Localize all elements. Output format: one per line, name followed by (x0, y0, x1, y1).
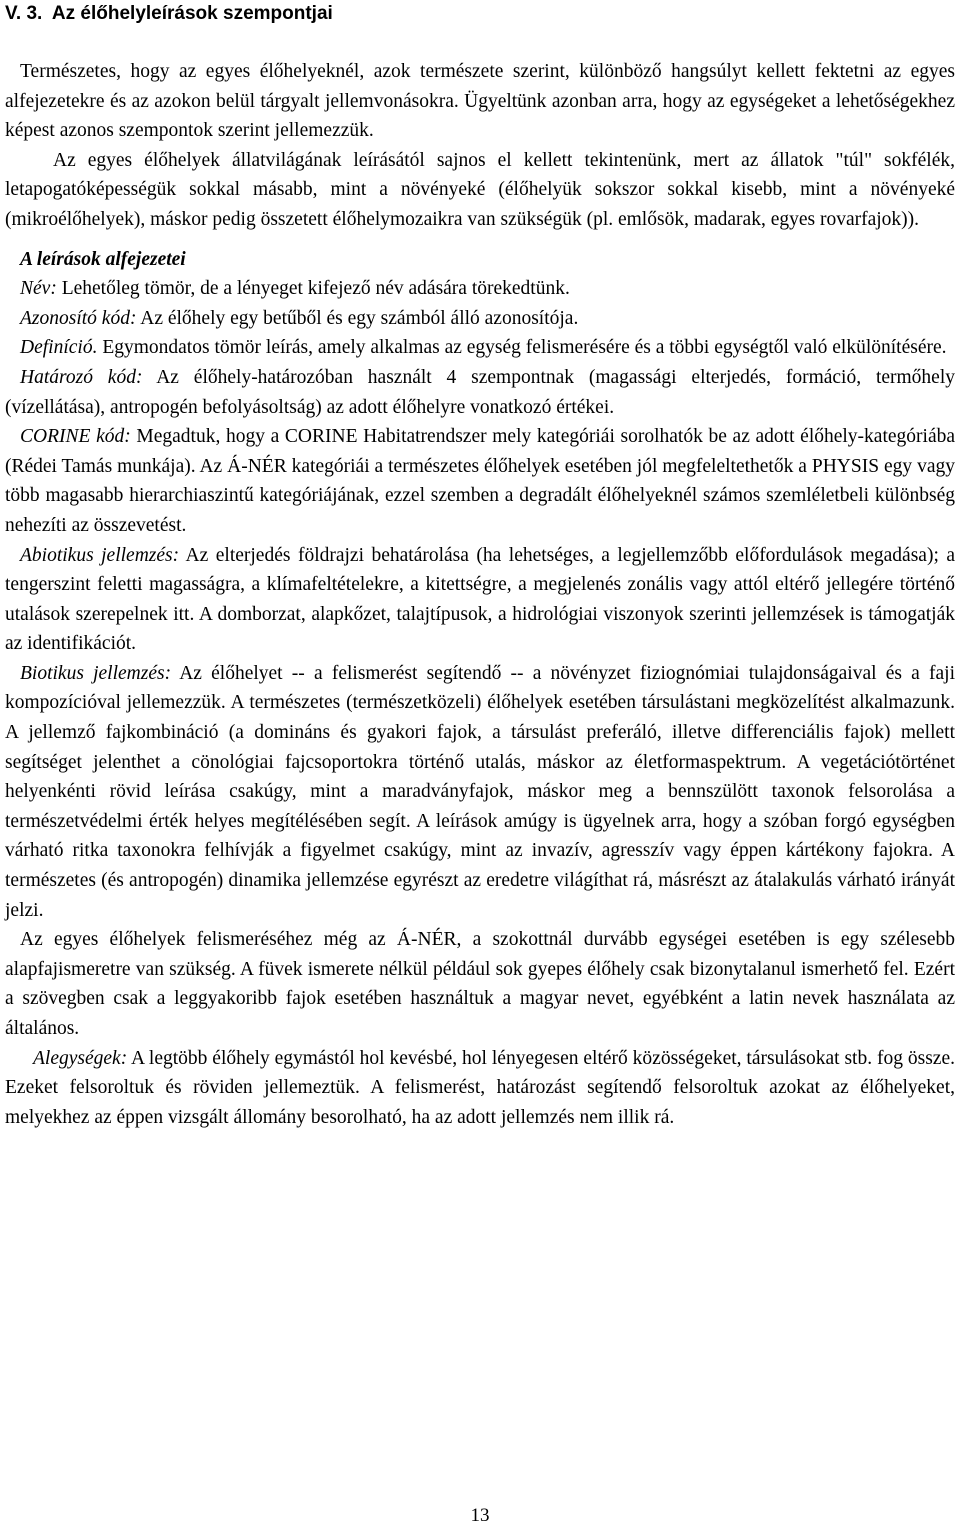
subsection-heading: A leírások alfejezetei (20, 248, 186, 270)
section-text: Megadtuk, hogy a CORINE Habitatrendszer mely kategóriái sorolhatók be az adott élőhely-kategóriába (Rédei Tamás munkája). Az Á-NÉR kategóriái a természetes élőhelyek esetében jól megfeleltethetők a PHYSIS egy vagy több magasabb hierarchiaszintű kategóriájának, ezzel szemben a degradált élőhelyeknél számos szemléletbeli különbség nehezíti az összevetést. (5, 426, 955, 536)
section-definition (5, 333, 955, 363)
section-key-code (5, 363, 955, 422)
closing-paragraph: Az egyes élőhelyek felismeréséhez még az Á-NÉR, a szokottnál durvább egységei esetében is egy szélesebb alapfajismeretre van szükség. A füvek ismerete nélkül például sok gyepes élőhely csak bizonytalanul ismerhető fel. Ezért a szövegben csak a leggyakoribb fajok esetében használtuk a magyar nevet, egyébként a latin nevek használata az általános. (5, 929, 955, 1039)
section-id-code (5, 304, 955, 334)
intro-paragraph-2: Az egyes élőhelyek állatvilágának leírásától sajnos el kellett tekintenünk, mert az állatok "túl" sokfélék, letapogatóképességük sokkal másabb, mint a növényeké (élőhelyük sokszor sokkal kisebb, mint a növényeké (mikroélőhelyek), máskor pedig összetett élőhelymozaikra van szükségük (pl. emlősök, madarak, egyes rovarfajok)). (5, 149, 955, 230)
section-text: Egymondatos tömör leírás, amely alkalmas az egység felismerésére és a többi egységtől való elkülönítésére. (97, 337, 947, 359)
section-text: Az élőhely-határozóban használt 4 szempontnak (magassági elterjedés, formáció, termőhely (vízellátása), antropogén befolyásoltság) az adott élőhelyre vonatkozó értékei. (5, 366, 955, 418)
section-text: Lehetőleg tömör, de a lényeget kifejező név adására törekedtünk. (56, 278, 570, 300)
section-term: Határozó kód: (20, 366, 143, 388)
section-subunits (5, 1044, 955, 1133)
section-term: CORINE kód: (20, 426, 131, 448)
section-text: Az élőhelyet -- a felismerést segítendő -- a növényzet fiziognómiai tulajdonságaival és a faji kompozícióval jellemezzük. A természetes (természetközeli) élőhelyek esetében társulástani megközelítést alkalmazunk. A jellemző fajkombináció (a domináns és gyakori fajok, a társulást preferáló, illetve differenciális fajok) mellett segítséget jelenthet a cönológiai fajcsoportokra történő utalás, máskor az életformaspektrum. A vegetációtörténet helyenkénti rövid leírása csakúgy, mint a maradványfajok, máskor meg a bennszülött taxonok felsorolása a természetvédelmi érték helyes megítélésében segít. A leírások amúgy is ügyelnek arra, hogy a szóban forgó egységben várható ritka taxonokra felhívják a figyelmet csakúgy, mint az invazív, agresszív vagy éppen kártékony fajokra. A természetes (és antropogén) dinamika jellemzése egyrészt az eredetre világíthat rá, másrészt az átalakulás várható irányát jelzi. (5, 662, 955, 921)
section-term: Azonosító kód: (20, 307, 137, 329)
section-number: V. 3. (5, 3, 43, 24)
section-term: Biotikus jellemzés: (20, 662, 172, 684)
section-corine-code (5, 422, 955, 540)
section-title: Az élőhelyleírások szempontjai (51, 3, 333, 24)
page-number: 13 (470, 1505, 490, 1526)
section-term: Definíció. (20, 337, 98, 359)
section-text: Az élőhely egy betűből és egy számból álló azonosítója. (136, 307, 579, 329)
section-abiotic (5, 541, 955, 659)
section-name (5, 274, 955, 304)
section-biotic (5, 659, 955, 925)
intro-paragraph-1: Természetes, hogy az egyes élőhelyeknél, azok természete szerint, különböző hangsúlyt kellett fektetni az egyes alfejezetekre és az azokon belül tárgyalt jellemvonásokra. Ügyeltünk azonban arra, hogy az egységeket a lehetőségekhez képest azonos szempontok szerint jellemezzük. (5, 61, 955, 142)
section-term: Abiotikus jellemzés: (20, 544, 180, 566)
section-heading (5, 3, 333, 25)
section-text: Az elterjedés földrajzi behatárolása (ha lehetséges, a legjellemzőbb előfordulások megadása); a tengerszint feletti magasságra, a klímafeltételekre, a kitettségre, a megjelenés zonális vagy attól eltérő jellegére történő utalások szerepelnek itt. A domborzat, alapkőzet, talajtípusok, a hidrológiai viszonyok szerinti jellemzések is támogatják az identifikációt. (5, 544, 955, 655)
section-term: Alegységek: (33, 1047, 128, 1069)
section-term: Név: (20, 278, 57, 300)
body-text (5, 57, 955, 1132)
section-text: A legtöbb élőhely egymástól hol kevésbé, hol lényegesen eltérő közösségeket, társulásokat stb. fog össze. Ezeket felsoroltuk és röviden jellemeztük. A felismerést, határozást segítendő felsoroltuk azokat az élőhelyeket, melyekhez az éppen vizsgált állomány besorolható, ha az adott jellemzés nem illik rá. (5, 1047, 955, 1128)
